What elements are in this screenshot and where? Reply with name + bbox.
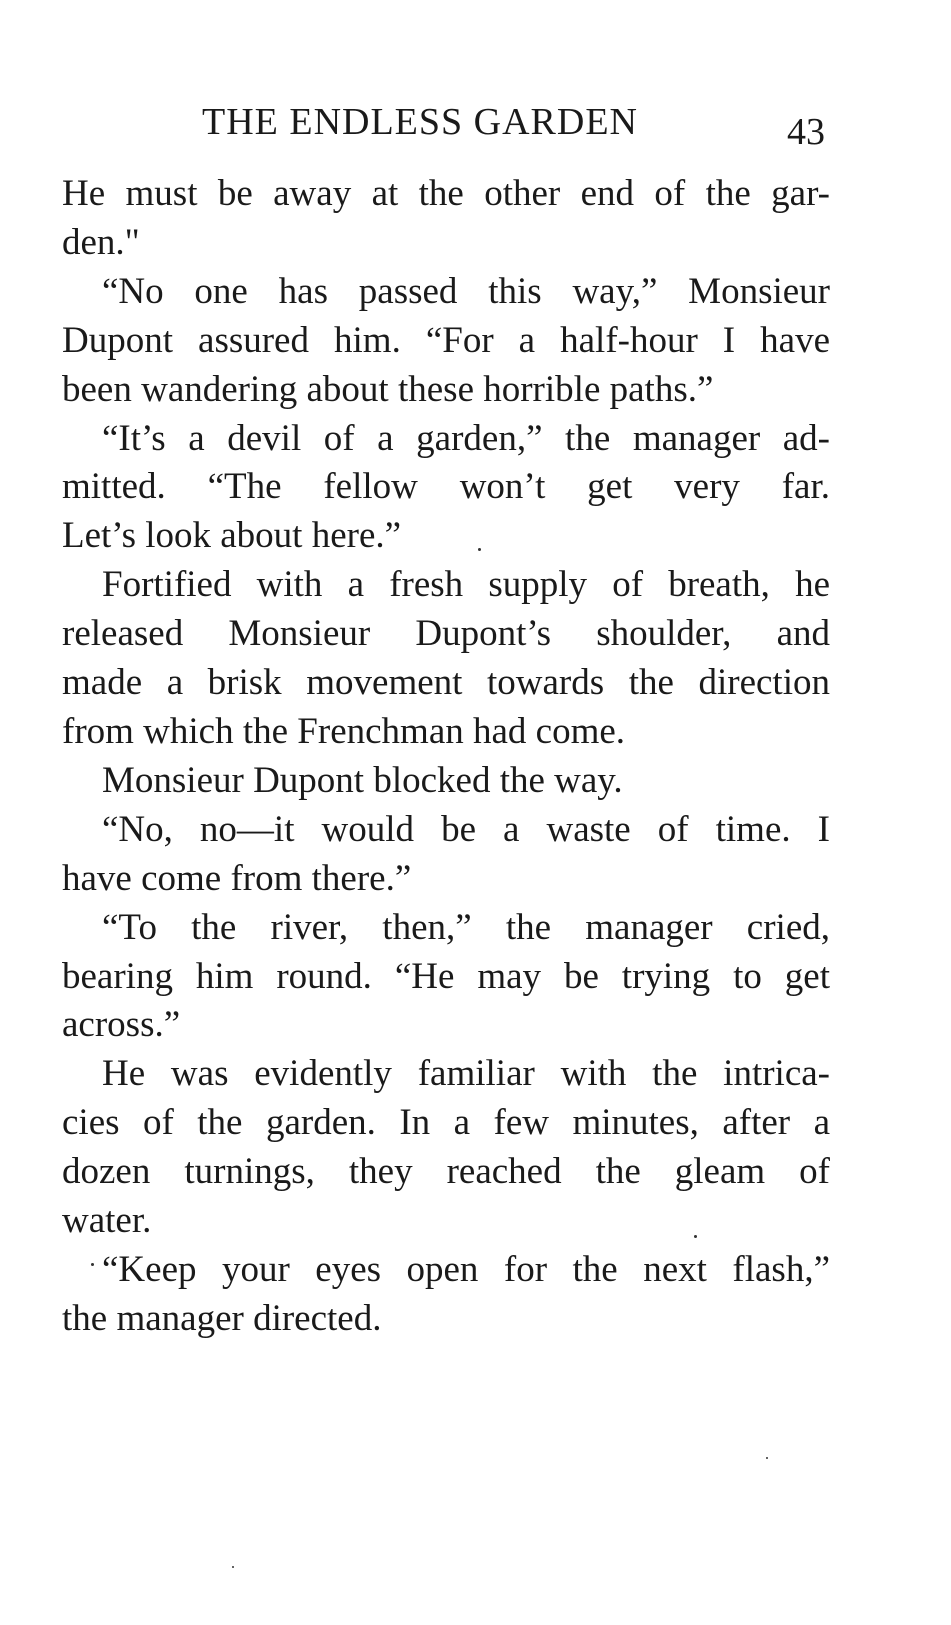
text-line: “To the river, then,” the manager cried,: [102, 906, 830, 948]
scan-speck: [232, 1566, 234, 1568]
running-head: [0, 96, 951, 156]
running-title: THE ENDLESS GARDEN: [202, 101, 638, 143]
scan-speck: [478, 548, 481, 551]
text-line: Dupont assured him. “For a half-hour I have: [62, 319, 830, 361]
text-line: from which the Frenchman had come.: [62, 710, 626, 752]
paragraph: [62, 170, 830, 268]
paragraph: [62, 904, 830, 1051]
text-line: Let’s look about here.”: [62, 515, 402, 557]
text-line: released Monsieur Dupont’s shoulder, and: [62, 613, 830, 655]
text-line: the manager directed.: [62, 1297, 382, 1339]
text-line: water.: [62, 1200, 152, 1242]
text-line: Monsieur Dupont blocked the way.: [102, 759, 623, 801]
text-line: mitted. “The fellow won’t get very far.: [62, 466, 830, 508]
text-line: He must be away at the other end of the gar-: [62, 173, 830, 214]
paragraph: [62, 806, 830, 904]
paragraph: [62, 757, 830, 806]
text-line: made a brisk movement towards the direction: [62, 662, 830, 704]
paragraph: [62, 561, 830, 757]
paragraph: [62, 268, 830, 415]
text-line: Fortified with a fresh supply of breath, he: [102, 564, 830, 606]
text-line: have come from there.”: [62, 857, 412, 899]
text-line: bearing him round. “He may be trying to get: [62, 955, 830, 997]
page-number: 43: [787, 111, 825, 153]
text-line: “Keep your eyes open for the next flash,”: [102, 1248, 830, 1290]
scan-speck: [694, 1235, 697, 1238]
scan-speck: [766, 1457, 768, 1459]
body-text: [62, 170, 830, 1344]
scan-speck: [91, 1263, 94, 1266]
paragraph: [62, 1246, 830, 1344]
text-line: cies of the garden. In a few minutes, after a: [62, 1102, 830, 1144]
paragraph: [62, 1050, 830, 1246]
text-line: He was evidently familiar with the intrica-: [102, 1053, 830, 1095]
text-line: den.": [62, 221, 140, 263]
text-line: “It’s a devil of a garden,” the manager ad-: [102, 417, 830, 459]
text-line: across.”: [62, 1004, 181, 1046]
text-line: “No, no—it would be a waste of time. I: [102, 808, 830, 850]
text-line: “No one has passed this way,” Monsieur: [102, 270, 830, 312]
text-line: been wandering about these horrible paths.”: [62, 368, 714, 410]
paragraph: [62, 415, 830, 562]
text-line: dozen turnings, they reached the gleam of: [62, 1151, 830, 1193]
